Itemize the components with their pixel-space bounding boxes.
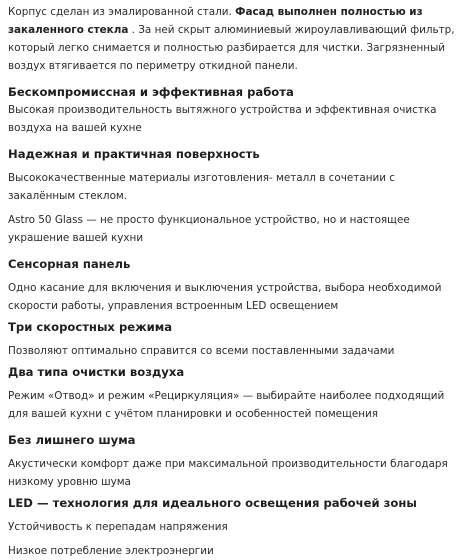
- section-text-surface-decoration: Astro 50 Glass — не просто функциональное устройство, но и настоящее украшение вашей кухни: [8, 214, 410, 244]
- intro-paragraph: [8, 3, 465, 75]
- section-heading-led: LED — технология для идеального освещения рабочей зоны: [8, 496, 417, 510]
- section-text-surface-materials: Высококачественные материалы изготовления- металл в сочетании с закалённым стеклом.: [8, 172, 396, 202]
- section-heading-surface: Надежная и практичная поверхность: [8, 147, 260, 161]
- section-heading-performance: Бескомпромиссная и эффективная работа: [8, 85, 294, 99]
- section-text-performance: Высокая производительность вытяжного устройства и эффективная очистка воздуха на вашей кухне: [8, 104, 437, 134]
- section-text-led-power: Низкое потребление электроэнергии: [8, 545, 214, 557]
- intro-text-end: . За ней скрыт алюминиевый жироулавливающий фильтр, который легко снимается и полностью разбирается для чистки. Загрязненный воздух втягивается по периметру откидной панели.: [8, 24, 455, 72]
- section-heading-air-cleaning: Два типа очистки воздуха: [8, 365, 185, 379]
- section-text-low-noise: Акустически комфорт даже при максимальной производительности благодаря низкому уровню шума: [8, 458, 448, 488]
- section-text-air-cleaning: Режим «Отвод» и режим «Рециркуляция» — выбирайте наиболее подходящий для вашей кухни с учётом планировки и особенностей помещения: [8, 390, 445, 420]
- section-heading-speed-modes: Три скоростных режима: [8, 320, 173, 334]
- intro-bold-text: Фасад выполнен полностью из закаленного стекла: [8, 6, 423, 36]
- intro-text-start: Корпус сделан из эмалированной стали.: [8, 6, 236, 18]
- section-heading-low-noise: Без лишнего шума: [8, 433, 136, 447]
- section-text-touch-panel: Одно касание для включения и выключения устройства, выбора необходимой скорости работы, управления встроенным LED освещением: [8, 282, 442, 312]
- section-text-led-voltage: Устойчивость к перепадам напряжения: [8, 521, 228, 533]
- section-text-speed-modes: Позволяют оптимально справится со всеми поставленными задачами: [8, 345, 395, 357]
- section-heading-touch-panel: Сенсорная панель: [8, 257, 131, 271]
